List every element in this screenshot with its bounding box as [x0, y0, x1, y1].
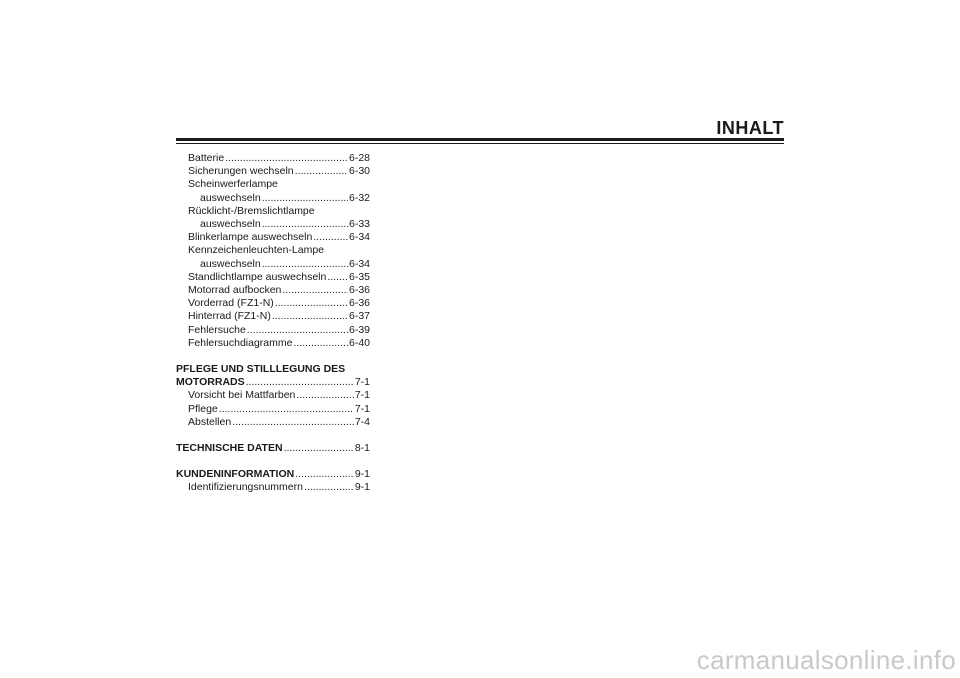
toc-section-technische-daten[interactable]: [176, 442, 370, 455]
dot-leader: [282, 284, 348, 297]
toc-page: 6-34: [348, 231, 370, 244]
toc-entry-sicherungen[interactable]: [176, 165, 370, 178]
toc-label: Fehlersuchdiagramme: [188, 336, 293, 349]
watermark: carmanualsonline.info: [696, 645, 956, 675]
toc-page: 9-1: [354, 468, 370, 481]
toc-entry-blinker[interactable]: [176, 231, 370, 244]
toc-page: 9-1: [354, 481, 370, 494]
section-gap: [176, 429, 370, 442]
toc-label: Standlichtlampe auswechseln: [188, 270, 327, 283]
toc-entry-standlicht[interactable]: [176, 271, 370, 284]
toc-page: 6-28: [348, 152, 370, 164]
toc-entry-identifizierungsnummern[interactable]: [176, 481, 370, 494]
toc-label: Identifizierungsnummern: [188, 481, 303, 494]
dot-leader: [284, 442, 354, 455]
toc-entry-fehlersuche[interactable]: [176, 324, 370, 337]
toc-label: Motorrad aufbocken: [188, 284, 282, 297]
toc-label: KUNDENINFORMATION: [176, 468, 295, 481]
dot-leader: [246, 376, 354, 389]
toc-entry-scheinwerfer-line1[interactable]: Scheinwerferlampe: [188, 178, 278, 191]
toc-entry-scheinwerfer[interactable]: [176, 192, 370, 205]
section-gap: [176, 455, 370, 468]
toc-label: auswechseln: [200, 218, 261, 231]
toc-label: auswechseln: [200, 257, 261, 270]
toc-entry-abstellen[interactable]: [176, 416, 370, 429]
table-of-contents: [176, 152, 370, 495]
toc-entry-vorderrad[interactable]: [176, 297, 370, 310]
dot-leader: [225, 152, 348, 165]
toc-entry-pflege[interactable]: [176, 403, 370, 416]
toc-entry-aufbocken[interactable]: [176, 284, 370, 297]
toc-section-pflege[interactable]: [176, 376, 370, 389]
toc-label: Pflege: [188, 402, 218, 415]
toc-page: 8-1: [354, 442, 370, 455]
toc-page: 7-1: [354, 402, 370, 415]
toc-label: Fehlersuche: [188, 323, 246, 336]
toc-entry-batterie[interactable]: [176, 152, 370, 165]
header-rule-thick: [176, 138, 784, 141]
dot-leader: [262, 192, 348, 205]
dot-leader: [272, 310, 348, 323]
dot-leader: [232, 416, 354, 429]
toc-page: 6-32: [348, 191, 370, 204]
dot-leader: [262, 258, 348, 271]
toc-page: 6-36: [348, 297, 370, 310]
toc-entry-ruecklicht[interactable]: [176, 218, 370, 231]
toc-label: TECHNISCHE DATEN: [176, 442, 283, 455]
toc-entry-kennzeichen[interactable]: [176, 258, 370, 271]
toc-entry-kennzeichen-line1[interactable]: Kennzeichenleuchten-Lampe: [188, 244, 325, 257]
header-rule-thin: [176, 143, 784, 144]
section-gap: [176, 350, 370, 363]
dot-leader: [275, 297, 348, 310]
dot-leader: [327, 271, 348, 284]
toc-label: Vorsicht bei Mattfarben: [188, 389, 296, 402]
toc-page: 6-37: [348, 310, 370, 323]
toc-section-pflege-line1[interactable]: PFLEGE UND STILLLEGUNG DES: [176, 363, 346, 376]
toc-label: MOTORRADS: [176, 376, 245, 389]
dot-leader: [293, 337, 348, 350]
dot-leader: [295, 165, 348, 178]
toc-label: Vorderrad (FZ1-N): [188, 297, 274, 310]
toc-page: 7-4: [354, 415, 370, 428]
dot-leader: [296, 389, 353, 402]
dot-leader: [304, 481, 354, 494]
toc-label: Hinterrad (FZ1-N): [188, 310, 271, 323]
toc-page: 7-1: [354, 376, 370, 389]
toc-page: 6-34: [348, 257, 370, 270]
toc-entry-hinterrad[interactable]: [176, 310, 370, 323]
toc-label: Batterie: [188, 152, 225, 164]
toc-section-kundeninformation[interactable]: [176, 468, 370, 481]
toc-page: 6-35: [348, 270, 370, 283]
toc-label: Abstellen: [188, 415, 232, 428]
dot-leader: [219, 403, 354, 416]
page-title: INHALT: [716, 118, 784, 138]
toc-label: auswechseln: [200, 191, 261, 204]
toc-page: 6-36: [348, 284, 370, 297]
toc-entry-ruecklicht-line1[interactable]: Rücklicht-/Bremslichtlampe: [188, 204, 315, 217]
dot-leader: [295, 468, 354, 481]
toc-page: 6-39: [348, 323, 370, 336]
toc-page: 6-30: [348, 165, 370, 178]
toc-page: 6-40: [348, 336, 370, 349]
toc-label: Blinkerlampe auswechseln: [188, 231, 313, 244]
toc-label: Sicherungen wechseln: [188, 165, 294, 178]
dot-leader: [247, 324, 348, 337]
dot-leader: [313, 231, 348, 244]
toc-page: 7-1: [354, 389, 370, 402]
dot-leader: [262, 218, 348, 231]
toc-page: 6-33: [348, 218, 370, 231]
toc-entry-diagramme[interactable]: [176, 337, 370, 350]
toc-entry-mattfarben[interactable]: [176, 389, 370, 402]
